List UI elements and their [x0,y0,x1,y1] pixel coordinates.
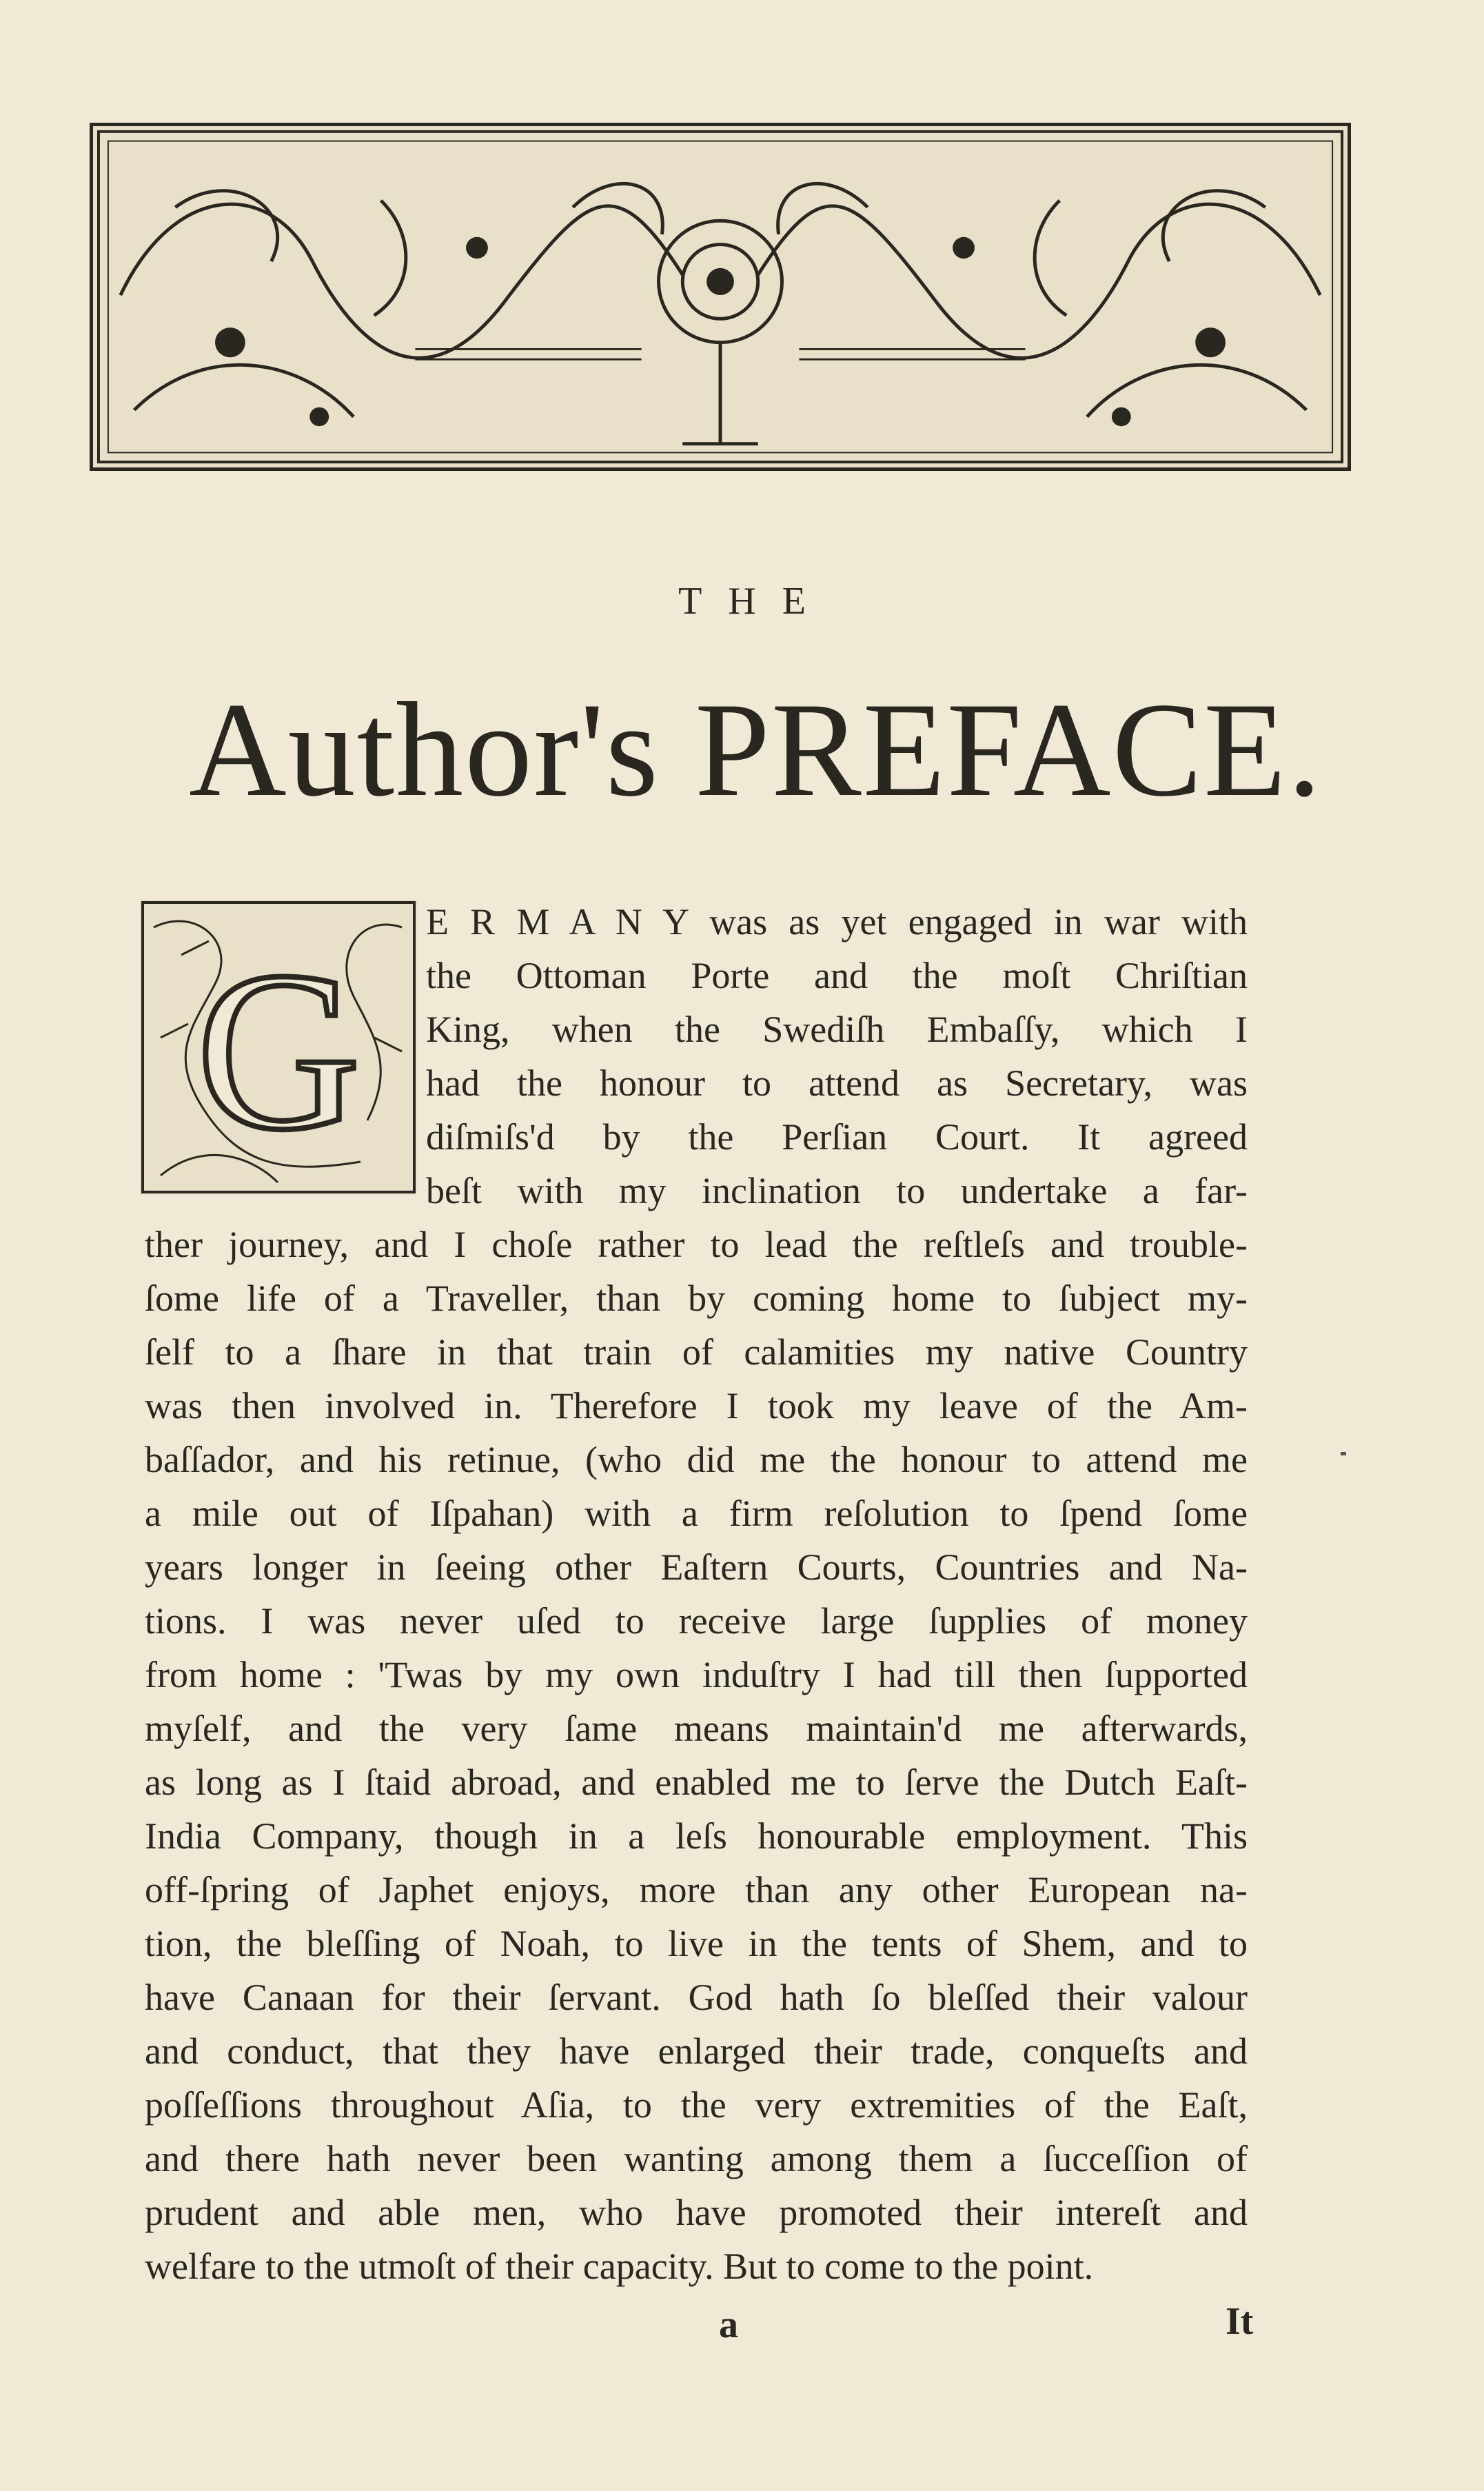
text-line: prudent and able men, who have promoted their intereſt and [145,2192,1248,2233]
text-line: ther journey, and I choſe rather to lead the reſtleſs and trouble- [145,1224,1248,1265]
text-line: King, when the Swediſh Embaſſy, which I [426,1009,1248,1050]
text-line: poſſeſſions throughout Aſia, to the very extremities of the Eaſt, [145,2084,1248,2126]
initial-letter: G [196,925,361,1177]
text-line: myſelf, and the very ſame means maintain'd me afterwards, [145,1708,1248,1749]
text-line: diſmiſs'd by the Perſian Court. It agreed [426,1116,1248,1158]
text-line: off-ſpring of Japhet enjoys, more than any other European na- [145,1869,1248,1910]
headpiece-ornament [90,123,1351,471]
heading-the [0,579,1484,623]
text-line: a mile out of Iſpahan) with a firm reſolution to ſpend ſome [145,1493,1248,1534]
decorated-initial-icon [140,900,417,1195]
ornamental-headpiece-icon [93,126,1348,467]
text-line: tions. I was never uſed to receive large ſupplies of money [145,1600,1248,1642]
text-line: as long as I ſtaid abroad, and enabled me to ſerve the Dutch Eaſt- [145,1762,1248,1803]
text-line: years longer in ſeeing other Eaſtern Courts, Countries and Na- [145,1546,1248,1588]
decorated-initial [140,900,417,1195]
catchword: It [1226,2300,1254,2343]
text-line: ſelf to a ſhare in that train of calamities my native Country [145,1331,1248,1373]
text-line: and conduct, that they have enlarged their trade, conqueſts and [145,2030,1248,2072]
page-title: Author's PREFACE. [189,675,1323,825]
text-line: ſome life of a Traveller, than by coming home to ſubject my- [145,1278,1248,1319]
text-line: from home : 'Twas by my own induſtry I had till then ſupported [145,1654,1248,1695]
ink-speck [1341,1452,1346,1455]
text-line: had the honour to attend as Secretary, was [426,1062,1248,1104]
text-line: have Canaan for their ſervant. God hath ſo bleſſed their valour [145,1977,1248,2018]
text-line: India Company, though in a leſs honourable employment. This [145,1815,1248,1857]
signature-mark: a [719,2303,738,2346]
text-line: welfare to the utmoſt of their capacity. But to come to the point. [145,2246,1094,2287]
text-line: the Ottoman Porte and the moſt Chriſtian [426,955,1248,996]
text-line: E R M A N Y was as yet engaged in war with [426,901,1248,942]
text-line: beſt with my inclination to undertake a far- [426,1170,1248,1211]
heading-the-text: THE [678,580,832,623]
text-line: and there hath never been wanting among them a ſucceſſion of [145,2138,1248,2179]
text-line: was then involved in. Therefore I took my leave of the Am- [145,1385,1248,1426]
text-line: tion, the bleſſing of Noah, to live in the tents of Shem, and to [145,1923,1248,1964]
text-line: baſſador, and his retinue, (who did me the honour to attend me [145,1439,1248,1480]
